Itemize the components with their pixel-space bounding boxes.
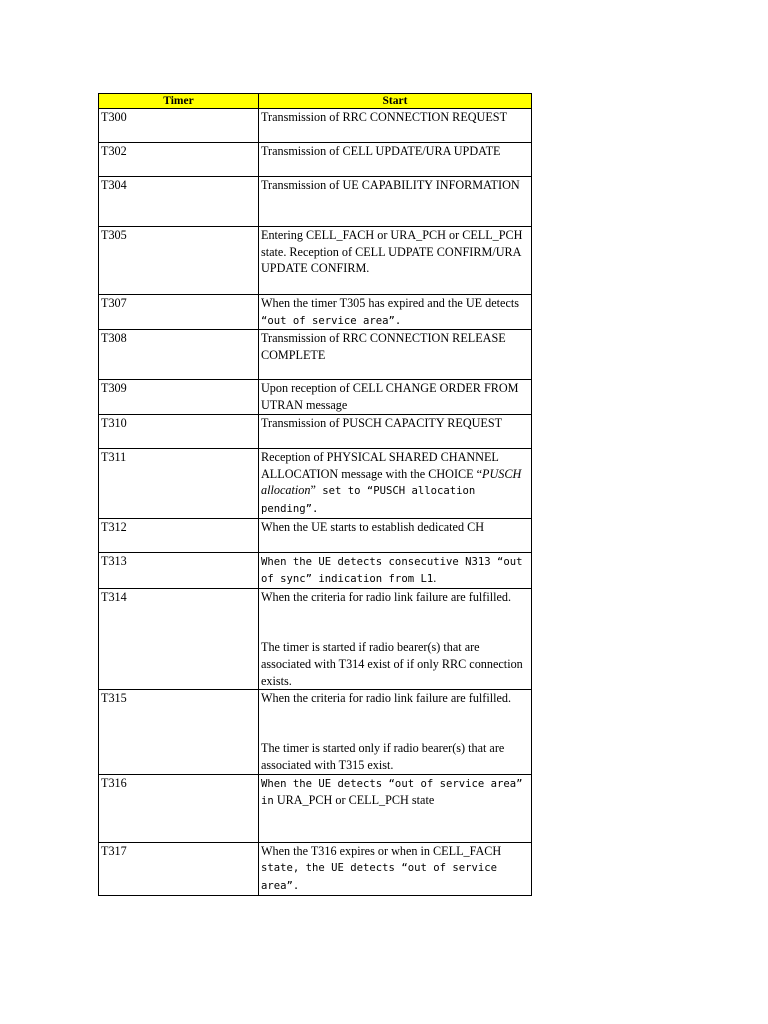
start-cell: Upon reception of CELL CHANGE ORDER FROM UTRAN message — [259, 380, 532, 414]
timer-cell: T300 — [99, 109, 259, 143]
start-text-mono: “out of service area”. — [261, 314, 402, 327]
header-timer: Timer — [99, 94, 259, 109]
start-text: Reception of PHYSICAL SHARED CHANNEL ALLOCATION message with the CHOICE “ — [261, 449, 499, 481]
table-row — [99, 774, 532, 842]
table-row — [99, 109, 532, 143]
table-row — [99, 380, 532, 414]
start-cell: Transmission of PUSCH CAPACITY REQUEST — [259, 414, 532, 448]
start-note: The timer is started only if radio bearer(s) that are associated with T315 exist. — [261, 741, 505, 772]
start-cell — [259, 448, 532, 518]
start-text: . — [433, 571, 437, 586]
start-text-italic: PUSCH allocation — [261, 466, 522, 498]
start-cell — [259, 552, 532, 588]
timer-cell: T310 — [99, 414, 259, 448]
start-cell — [259, 690, 532, 774]
start-cell — [259, 774, 532, 842]
start-cell — [259, 295, 532, 330]
table-row — [99, 518, 532, 552]
start-text-mono: set to “PUSCH allocation pending”. — [261, 485, 476, 515]
start-cell — [259, 589, 532, 690]
start-cell: Entering CELL_FACH or URA_PCH or CELL_PCH state. Reception of CELL UDPATE CONFIRM/URA UPDATE CONFIRM. — [259, 227, 532, 295]
timer-cell: T317 — [99, 842, 259, 895]
start-cell: Transmission of UE CAPABILITY INFORMATION — [259, 177, 532, 227]
start-cell: When the UE starts to establish dedicated CH — [259, 518, 532, 552]
timer-cell: T305 — [99, 227, 259, 295]
timer-cell: T309 — [99, 380, 259, 414]
table-row — [99, 143, 532, 177]
start-text-mono: When the UE detects “out of service area” in — [261, 777, 523, 808]
timer-cell: T315 — [99, 690, 259, 774]
start-text: When the criteria for radio link failure are fulfilled. — [261, 691, 512, 706]
table-header-row — [99, 94, 532, 109]
table-row — [99, 295, 532, 330]
table-row — [99, 414, 532, 448]
start-text: When the timer T305 has expired and the UE detects — [261, 296, 519, 310]
timer-cell: T302 — [99, 143, 259, 177]
timer-table — [98, 93, 532, 896]
start-text-mono: When the UE detects consecutive N313 “out of sync” indication from L1 — [261, 555, 523, 586]
start-cell — [259, 842, 532, 895]
table-row — [99, 589, 532, 690]
timer-cell: T313 — [99, 552, 259, 588]
start-text-mono: state, the UE detects “out of service area”. — [261, 862, 497, 893]
start-cell: Transmission of RRC CONNECTION RELEASE COMPLETE — [259, 330, 532, 380]
table-row — [99, 552, 532, 588]
table-row — [99, 177, 532, 227]
timer-cell: T316 — [99, 774, 259, 842]
header-start: Start — [259, 94, 532, 109]
table-row — [99, 330, 532, 380]
start-cell: Transmission of RRC CONNECTION REQUEST — [259, 109, 532, 143]
timer-cell: T307 — [99, 295, 259, 330]
timer-cell: T314 — [99, 589, 259, 690]
start-note: The timer is started if radio bearer(s) that are associated with T314 exist of if only RRC connection exists. — [261, 640, 523, 688]
timer-cell: T304 — [99, 177, 259, 227]
timer-cell: T308 — [99, 330, 259, 380]
table-row — [99, 448, 532, 518]
timer-cell: T312 — [99, 518, 259, 552]
table-row — [99, 842, 532, 895]
table-row — [99, 690, 532, 774]
start-text: When the T316 expires or when in CELL_FACH — [261, 843, 502, 858]
table-row — [99, 227, 532, 295]
timer-cell: T311 — [99, 448, 259, 518]
start-text-quote: ” — [310, 483, 316, 498]
start-text: URA_PCH or CELL_PCH state — [273, 793, 435, 808]
start-cell: Transmission of CELL UPDATE/URA UPDATE — [259, 143, 532, 177]
start-text: When the criteria for radio link failure are fulfilled. — [261, 590, 512, 605]
